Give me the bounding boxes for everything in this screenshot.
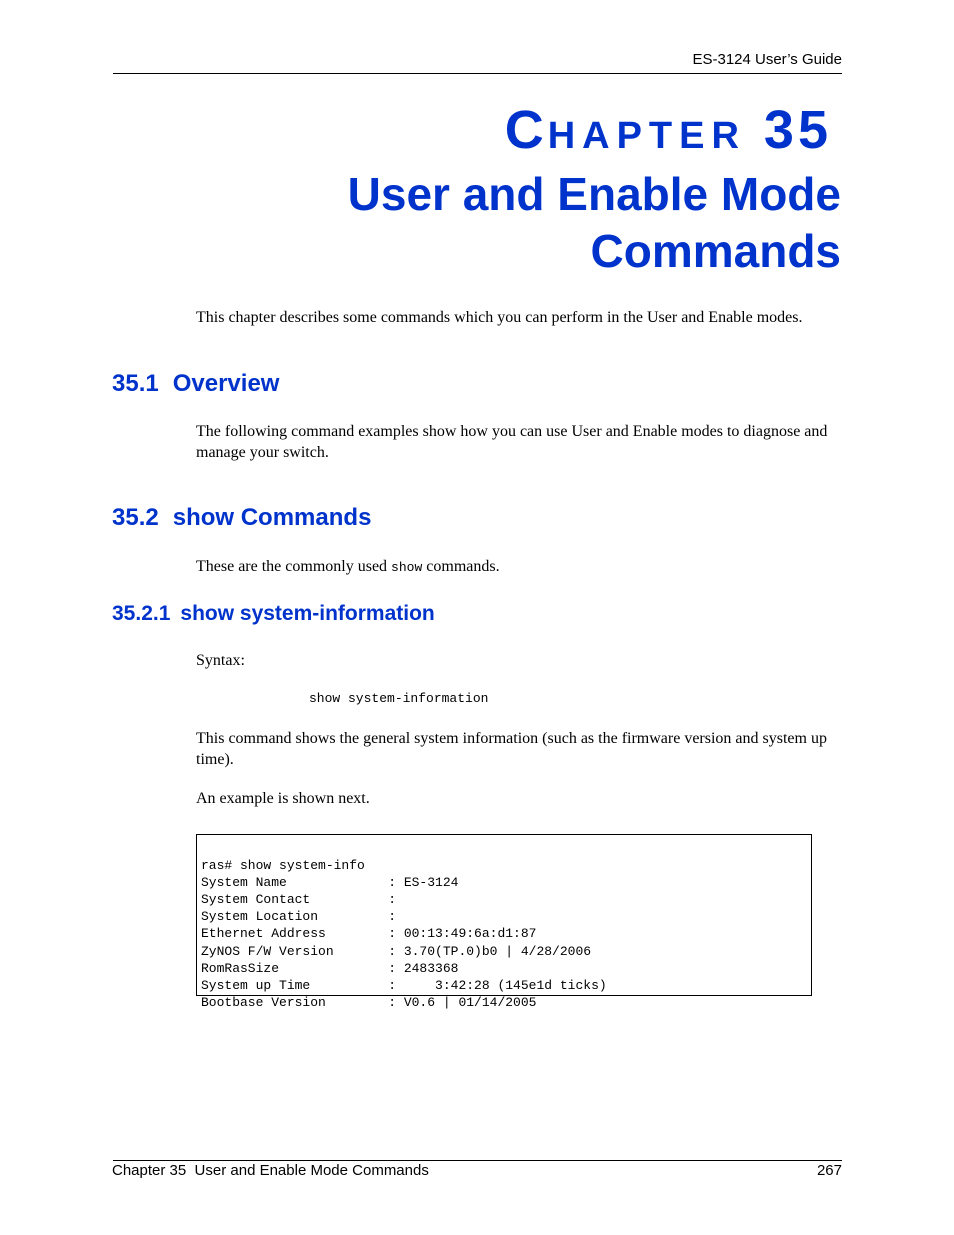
code-line: System up Time : 3:42:28 (145e1d ticks) bbox=[201, 977, 607, 993]
section-show-heading bbox=[112, 504, 371, 532]
code-line: System Name : ES-3124 bbox=[201, 875, 459, 891]
section-show-body bbox=[196, 556, 842, 578]
footer-page-number: 267 bbox=[816, 1162, 842, 1179]
section-show-title: show Commands bbox=[172, 504, 372, 531]
syntax-label: Syntax: bbox=[196, 652, 245, 669]
example-code-box bbox=[196, 834, 812, 1010]
example-note: An example is shown next. bbox=[196, 790, 370, 807]
footer-chapter-ref: Chapter 35 User and Enable Mode Commands bbox=[112, 1162, 429, 1179]
chapter-number: 35 bbox=[763, 100, 832, 160]
chapter-title-line2: Commands bbox=[590, 225, 841, 277]
code-line: RomRasSize : 2483368 bbox=[201, 960, 459, 976]
chapter-title-line1: User and Enable Mode bbox=[347, 168, 841, 220]
section-overview-heading bbox=[112, 370, 279, 398]
section-overview-title: Overview bbox=[172, 370, 280, 397]
syntax-code: show system-information bbox=[309, 691, 489, 706]
running-header-title: ES-3124 User’s Guide bbox=[692, 51, 842, 68]
code-line: System Location : bbox=[201, 909, 397, 925]
sysinfo-description: This command shows the general system information (such as the firmware version and system up time). bbox=[196, 730, 827, 768]
code-line: System Contact : bbox=[201, 892, 397, 908]
section-show-body-code: show bbox=[391, 560, 423, 575]
footer-rule bbox=[113, 1160, 842, 1161]
section-show-number: 35.2 bbox=[112, 504, 159, 531]
section-overview-body: The following command examples show how you can use User and Enable modes to diagnose and manage your switch. bbox=[196, 423, 828, 461]
subsection-sysinfo-number: 35.2.1 bbox=[112, 602, 171, 625]
section-show-body-after: commands. bbox=[422, 558, 500, 575]
chapter-label-rest: HAPTER bbox=[547, 115, 746, 157]
code-line: Ethernet Address : 00:13:49:6a:d1:87 bbox=[201, 926, 537, 942]
chapter-title bbox=[241, 166, 841, 280]
chapter-label bbox=[505, 100, 832, 166]
section-show-body-before: These are the commonly used bbox=[196, 558, 392, 575]
chapter-intro: This chapter describes some commands which you can perform in the User and Enable modes. bbox=[196, 309, 803, 326]
code-line: Bootbase Version : V0.6 | 01/14/2005 bbox=[201, 994, 537, 1010]
header-rule bbox=[113, 73, 842, 74]
code-line: ras# show system-info bbox=[201, 858, 365, 874]
subsection-sysinfo-title: show system-information bbox=[180, 602, 435, 625]
code-line: ZyNOS F/W Version : 3.70(TP.0)b0 | 4/28/2006 bbox=[201, 943, 592, 959]
chapter-label-initial: C bbox=[504, 100, 548, 160]
subsection-sysinfo-heading bbox=[112, 602, 435, 626]
section-overview-number: 35.1 bbox=[112, 370, 159, 397]
